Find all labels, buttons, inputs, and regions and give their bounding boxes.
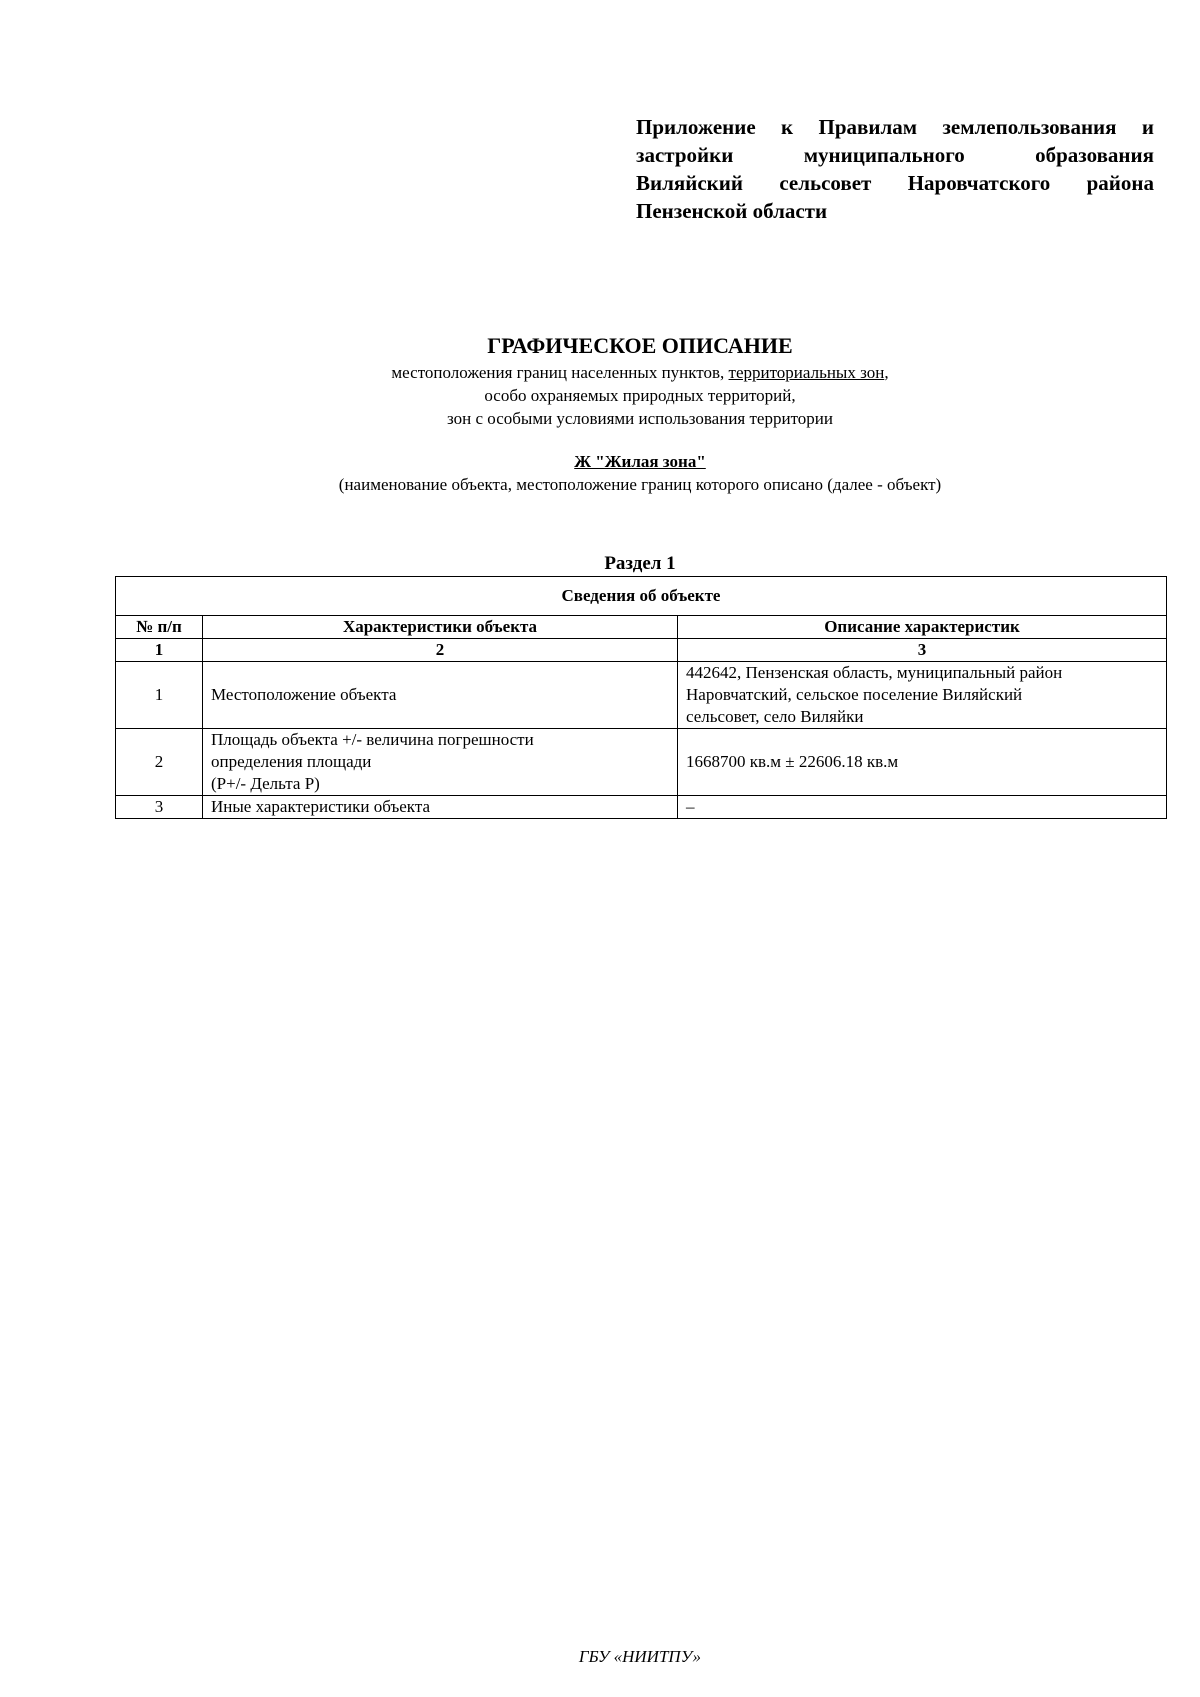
cell-line: Наровчатский, сельское поселение Виляйский: [686, 685, 1023, 704]
subtitle-text: местоположения границ населенных пунктов,: [391, 363, 729, 382]
footer-organization: ГБУ «НИИТПУ»: [578, 1647, 702, 1666]
characteristic-value: [678, 662, 1167, 729]
subtitle-text: ,: [884, 363, 889, 382]
subtitle-line-2: особо охраняемых природных территорий,: [484, 386, 796, 405]
characteristic-name: [203, 662, 678, 729]
column-header: № п/п: [116, 616, 203, 639]
object-name-note: (наименование объекта, местоположение границ которого описано (далее - объект): [338, 475, 942, 494]
cell-line: Местоположение объекта: [211, 685, 397, 704]
row-number: 1: [116, 662, 203, 729]
object-name: Ж "Жилая зона": [574, 452, 706, 471]
cell-line: сельсовет, село Виляйки: [686, 707, 864, 726]
row-number: 2: [116, 729, 203, 796]
subtitle-line-3: зон с особыми условиями использования территории: [447, 409, 833, 428]
cell-line: Площадь объекта +/- величина погрешности: [211, 730, 534, 749]
characteristic-value: [678, 796, 1167, 819]
column-header: Характеристики объекта: [203, 616, 678, 639]
characteristic-value: [678, 729, 1167, 796]
characteristic-name: [203, 796, 678, 819]
cell-line: (Р+/- Дельта Р): [211, 774, 320, 793]
table-caption-row: [116, 577, 1167, 616]
table-row: [116, 662, 1167, 729]
characteristic-name: [203, 729, 678, 796]
column-index: 2: [203, 639, 678, 662]
document-title: ГРАФИЧЕСКОЕ ОПИСАНИЕ: [487, 333, 793, 358]
appendix-line: застройки муниципального образования: [636, 143, 1154, 167]
cell-line: Иные характеристики объекта: [211, 797, 431, 816]
column-header: Описание характеристик: [678, 616, 1167, 639]
appendix-line: Виляйский сельсовет Наровчатского района: [636, 171, 1154, 195]
section-title: Раздел 1: [604, 553, 676, 574]
table-row: [116, 796, 1167, 819]
table-caption: Сведения об объекте: [116, 577, 1167, 616]
cell-line: 1668700 кв.м ± 22606.18 кв.м: [686, 752, 899, 771]
cell-line: 442642, Пензенская область, муниципальный район: [686, 663, 1063, 682]
row-number: 3: [116, 796, 203, 819]
subtitle-underlined-text: территориальных зон: [728, 363, 885, 382]
appendix-line: Пензенской области: [636, 199, 828, 223]
column-index-row: [116, 639, 1167, 662]
column-index: 3: [678, 639, 1167, 662]
document-subtitle: [0, 361, 1200, 430]
table-row: [116, 729, 1167, 796]
table-header-row: [116, 616, 1167, 639]
object-info-table: [115, 576, 1167, 819]
cell-line: определения площади: [211, 752, 372, 771]
appendix-line: Приложение к Правилам землепользования и: [636, 115, 1154, 139]
column-index: 1: [116, 639, 203, 662]
cell-line: –: [686, 797, 695, 816]
appendix-note: [636, 113, 1154, 225]
subtitle-line-1: [0, 361, 1200, 384]
